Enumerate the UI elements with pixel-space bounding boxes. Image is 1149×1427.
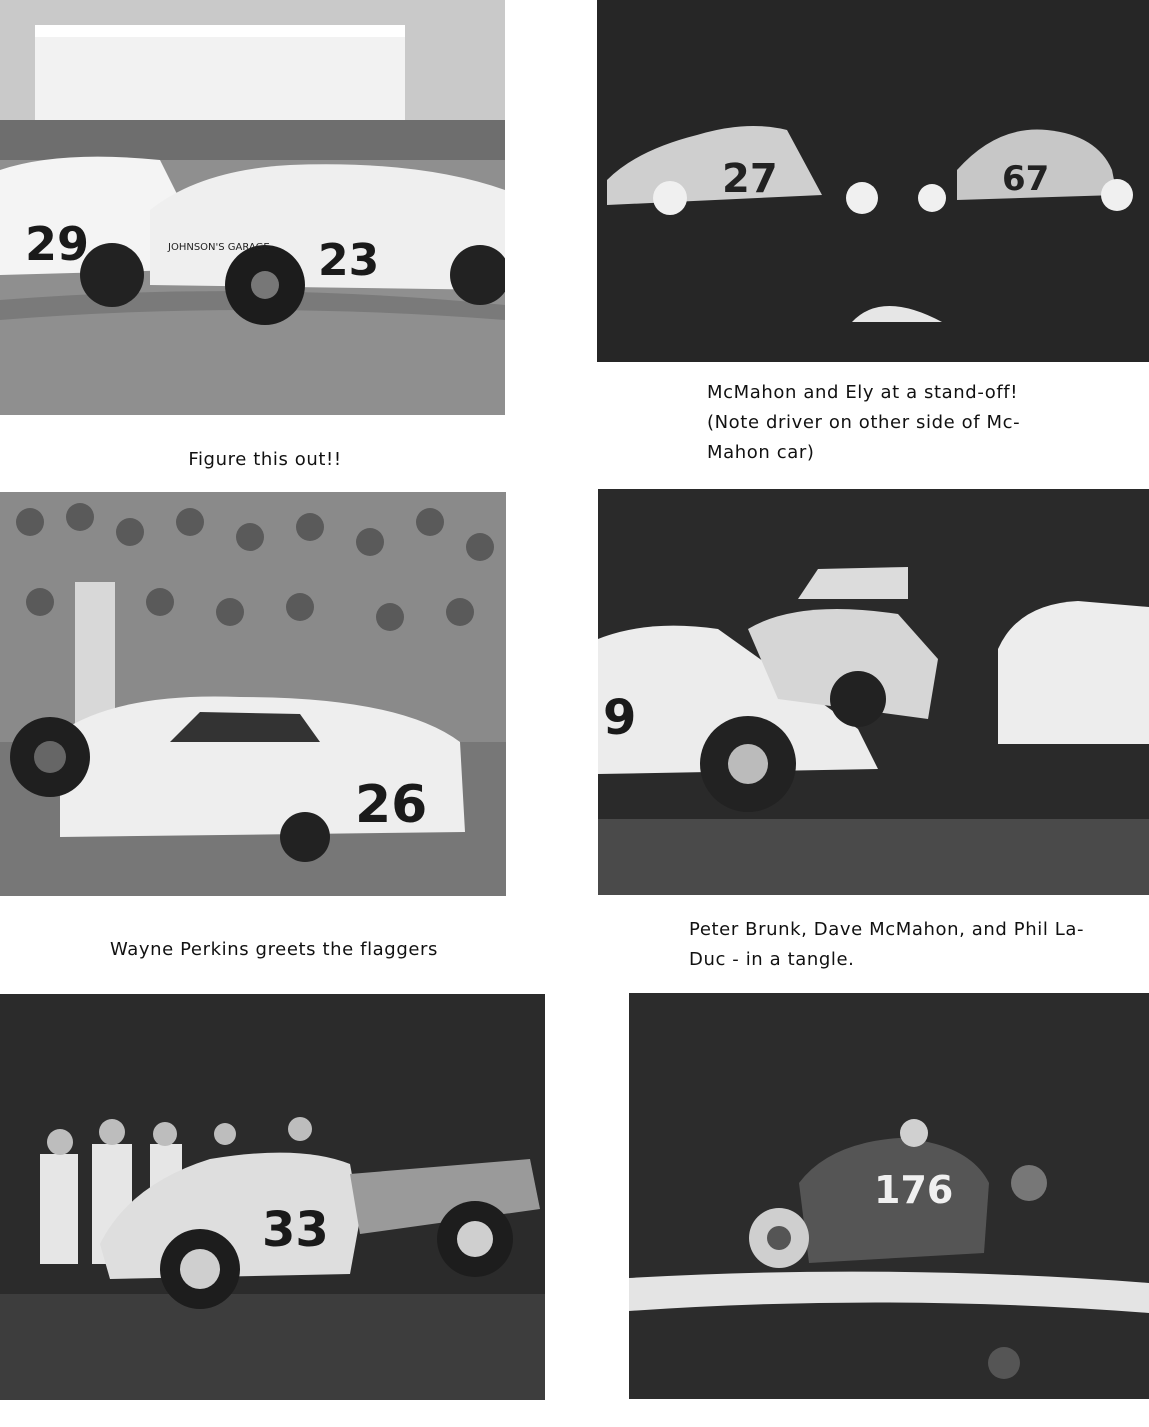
caption-brunk-mcmahon-laduc-tangle (689, 915, 1141, 975)
photo-1-image (0, 0, 505, 415)
car-number-23: 23 (318, 235, 380, 286)
photo-2-image (597, 0, 1149, 362)
caption-line: (Note driver on other side of Mc- (707, 412, 1021, 433)
photo-car-33-crew (0, 994, 545, 1400)
caption-figure-this-out: Figure this out!! (188, 449, 342, 470)
car-number-9: 9 (603, 690, 637, 746)
car-number-26: 26 (355, 775, 428, 835)
caption-line: Mahon car) (707, 442, 815, 463)
car-number-29: 29 (25, 217, 90, 271)
photo-wayne-perkins-flaggers (0, 492, 506, 896)
photo-4-image (598, 489, 1149, 895)
caption-mcmahon-ely-standoff (707, 378, 1127, 468)
photo-3-image (0, 492, 506, 896)
garage-sign: JOHNSON'S GARAGE (168, 242, 270, 253)
car-number-27: 27 (722, 156, 778, 202)
car-number-67: 67 (1002, 159, 1050, 199)
caption-line: McMahon and Ely at a stand-off! (707, 382, 1019, 403)
caption-line: Duc - in a tangle. (689, 949, 855, 970)
car-number-176: 176 (874, 1168, 954, 1212)
photo-mcmahon-ely-standoff (597, 0, 1149, 362)
photo-6-image (629, 993, 1149, 1399)
photo-brunk-mcmahon-laduc-tangle (598, 489, 1149, 895)
photo-car-176-airborne (629, 993, 1149, 1399)
photo-5-image (0, 994, 545, 1400)
car-number-33: 33 (262, 1202, 329, 1258)
photo-figure-this-out (0, 0, 505, 415)
caption-wayne-perkins-flaggers: Wayne Perkins greets the flaggers (109, 939, 439, 960)
caption-line: Peter Brunk, Dave McMahon, and Phil La- (689, 919, 1085, 940)
